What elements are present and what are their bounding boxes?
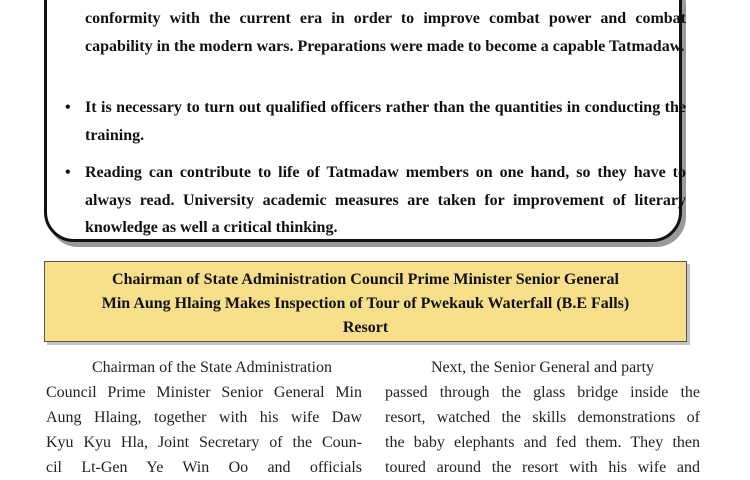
text-line: passed through the glass bridge inside the xyxy=(385,384,700,401)
text-line: cil Lt-Gen Ye Win Oo and officials xyxy=(46,459,362,476)
text-line: Council Prime Minister Senior General Min xyxy=(46,384,362,401)
text-line: resort, watched the skills demonstrations of xyxy=(385,409,700,426)
bullet-summary-box xyxy=(44,0,686,242)
headline-line-2: Min Aung Hlaing Makes Inspection of Tour of Pwekauk Waterfall (B.E Falls) xyxy=(101,295,630,312)
text-line: Chairman of the State Administration xyxy=(92,359,332,376)
text-line: toured around the resort with his wife and xyxy=(385,459,700,476)
bullet-item-reading: Reading can contribute to life of Tatmadaw members on one hand, so they have to always read. University academic measures are taken for improvement of literary knowledge as well a critical thinking. xyxy=(85,164,686,236)
bullet-point-icon: • xyxy=(65,164,71,181)
bullet-point-icon: • xyxy=(65,99,71,116)
text-line: Next, the Senior General and party xyxy=(431,359,655,376)
article-left-column xyxy=(46,355,362,480)
headline-line-3: Resort xyxy=(342,319,389,336)
bullet-item-training: It is necessary to turn out qualified officers rather than the quantities in conducting the training. xyxy=(85,99,686,144)
text-line: the baby elephants and fed them. They then xyxy=(385,434,700,451)
article-headline-banner xyxy=(44,261,687,342)
headline-line-1: Chairman of State Administration Council Prime Minister Senior General xyxy=(112,271,619,288)
continued-paragraph: conformity with the current era in order to improve combat power and combat capability in the modern wars. Preparations were made to become a capable Tatmadaw. xyxy=(85,10,686,55)
text-line: Kyu Kyu Hla, Joint Secretary of the Coun- xyxy=(46,434,362,451)
article-right-column xyxy=(385,355,700,480)
text-line: Aung Hlaing, together with his wife Daw xyxy=(46,409,362,426)
